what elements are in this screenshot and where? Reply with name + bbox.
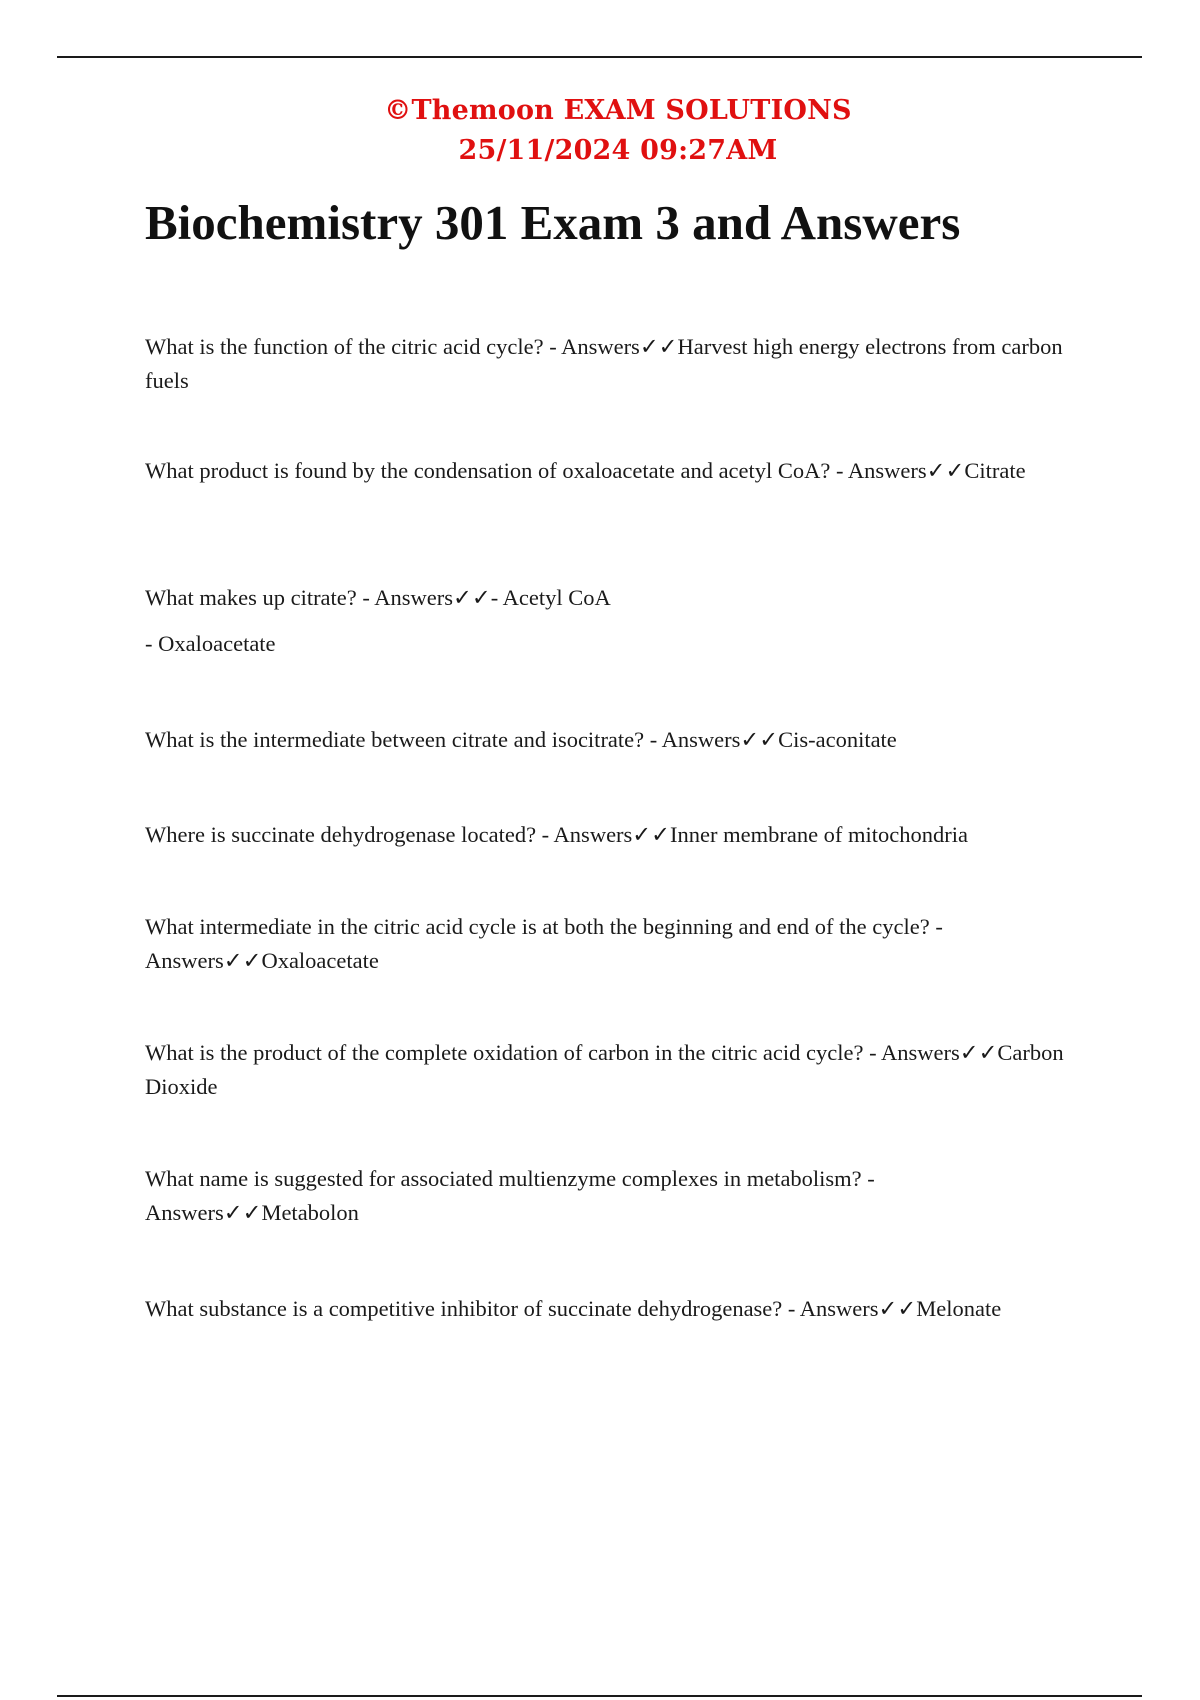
- qa-item: [145, 330, 1075, 398]
- qa-text: What makes up citrate? - Answers✓✓- Acetyl CoA: [145, 585, 611, 610]
- qa-item: [145, 454, 1075, 488]
- document-title: Biochemistry 301 Exam 3 and Answers: [145, 195, 961, 250]
- qa-text: What is the intermediate between citrate and isocitrate? - Answers✓✓Cis-aconitate: [145, 727, 897, 752]
- qa-item: [145, 723, 1075, 757]
- qa-item: [145, 910, 1075, 978]
- qa-item: [145, 1036, 1075, 1104]
- watermark-brand: ©Themoon EXAM SOLUTIONS: [384, 95, 852, 126]
- qa-item: [145, 1162, 1075, 1230]
- qa-item: [145, 1292, 1075, 1326]
- qa-text: Where is succinate dehydrogenase located? - Answers✓✓Inner membrane of mitochondria: [145, 822, 969, 847]
- qa-item: [145, 818, 1075, 852]
- qa-text: What is the function of the citric acid cycle? - Answers✓✓Harvest high energy electrons from carbon fuels: [145, 334, 1063, 393]
- qa-text: What name is suggested for associated multienzyme complexes in metabolism? - Answers✓✓Metabolon: [145, 1166, 875, 1225]
- top-rule: [57, 56, 1142, 58]
- qa-text: What intermediate in the citric acid cycle is at both the beginning and end of the cycle? - Answers✓✓Oxaloacetate: [145, 914, 943, 973]
- qa-item: [145, 581, 1075, 661]
- qa-text: What product is found by the condensation of oxaloacetate and acetyl CoA? - Answers✓✓Citrate: [145, 458, 1026, 483]
- qa-extra-text: - Oxaloacetate: [145, 631, 276, 656]
- qa-text: What substance is a competitive inhibitor of succinate dehydrogenase? - Answers✓✓Melonate: [145, 1296, 1002, 1321]
- bottom-rule: [57, 1695, 1142, 1697]
- qa-text: What is the product of the complete oxidation of carbon in the citric acid cycle? - Answers✓✓Carbon Dioxide: [145, 1040, 1064, 1099]
- watermark-timestamp: 25/11/2024 09:27AM: [458, 135, 778, 166]
